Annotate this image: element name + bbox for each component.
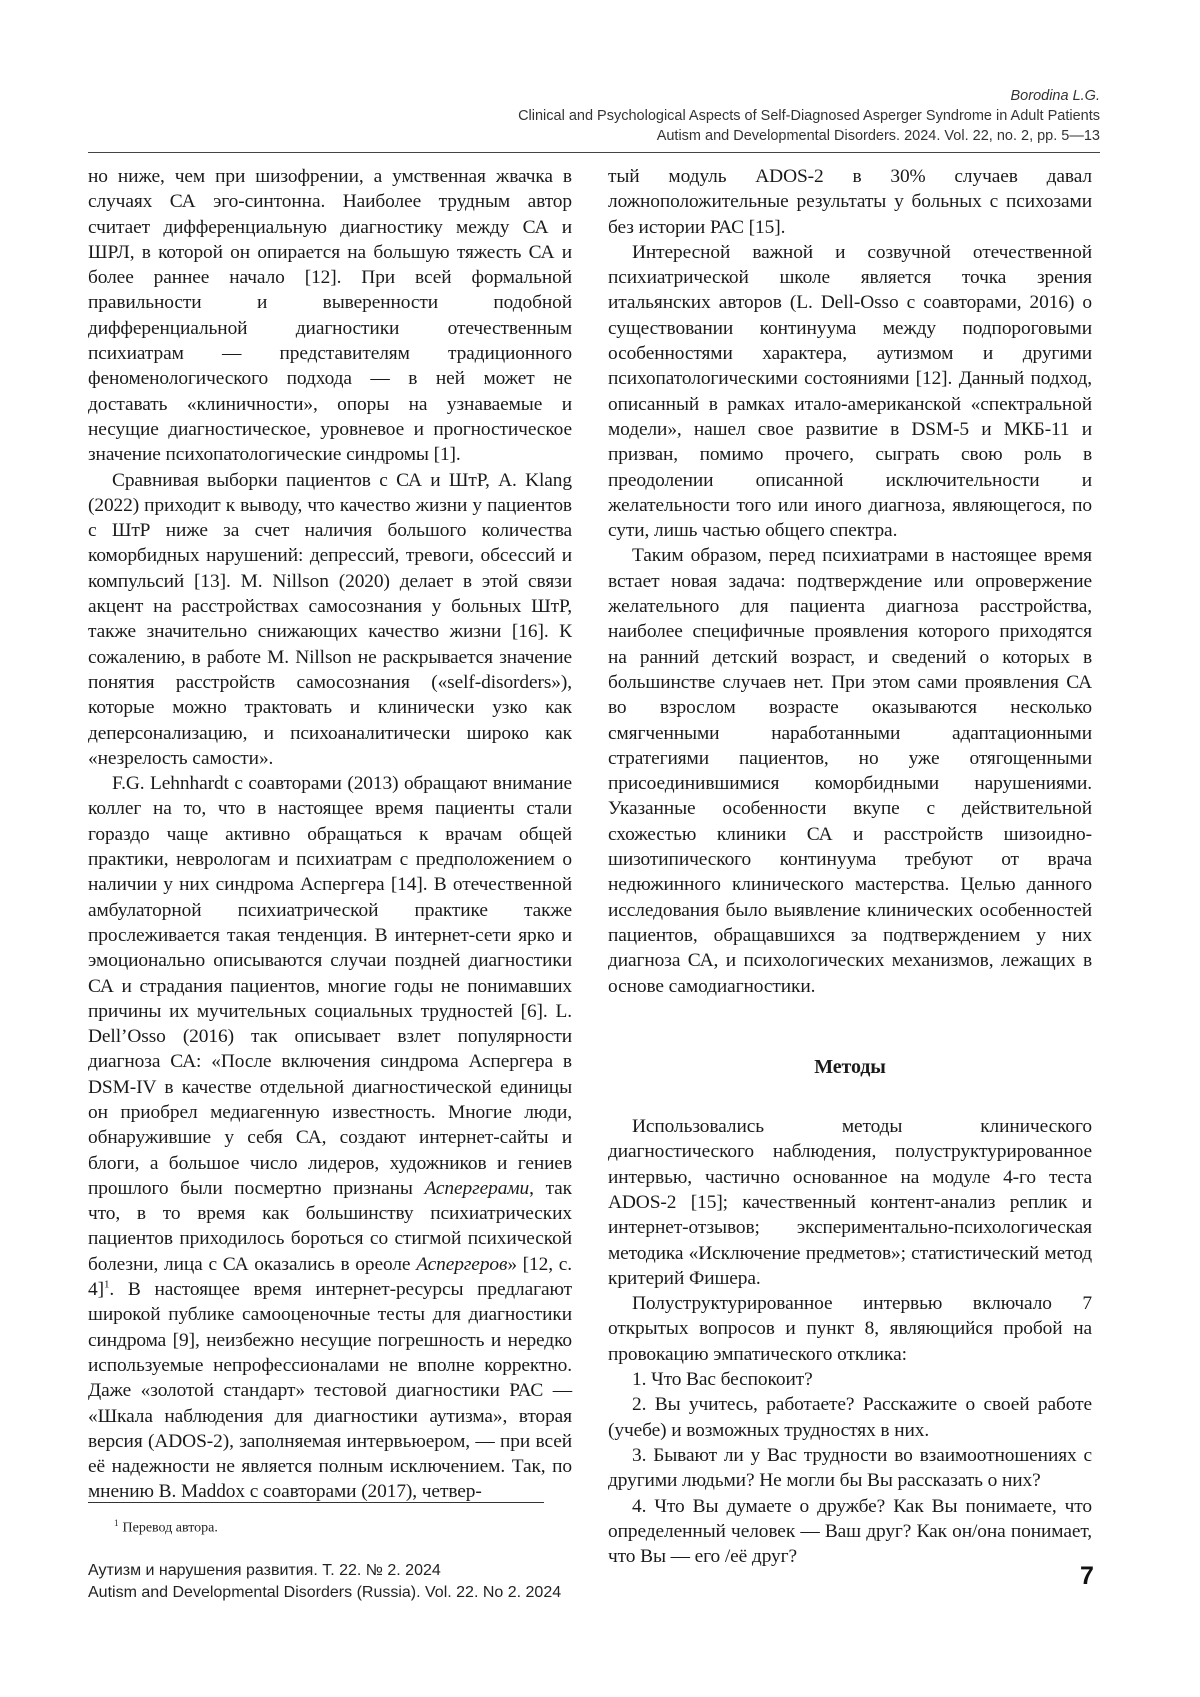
italic-term: Аспергеров bbox=[416, 1253, 508, 1275]
paragraph: Сравнивая выборки пациентов с СА и ШтР, A. Klang (2022) приходит к выводу, что качество жизни у пациентов с ШтР ниже за счет наличия большого количества коморбидных нарушений: депрессий, тревоги, обсессий и компульсий [13]. M. Nillson (2020) делает в этой связи акцент на расстройствах самосознания у больных ШтР, также значительно снижающих качество жизни [16]. К сожалению, в работе M. Nillson не раскрывается значение понятия расстройств самосознания («self-disorders»), которые можно трактовать и клинически узко как деперсонализацию, и психоаналитически широко как «незрелость самости». bbox=[88, 469, 572, 769]
footnote-text: Перевод автора. bbox=[122, 1520, 218, 1536]
header-divider bbox=[88, 152, 1100, 153]
interview-question: 1. Что Вас беспокоит? bbox=[632, 1369, 813, 1391]
paragraph: но ниже, чем при шизофрении, а умственная жвачка в случаях СА эго-синтонна. Наиболее трудным автор считает дифференциальную диагностику между СА и ШРЛ, в которой он опирается на большую тяжесть СА и более раннее начало [12]. При всей формальной правильности и выверенности подобной дифференциальной диагностики отечественным психиатрам — представителям традиционного феноменологического подхода — в ней может не доставать «клиничности», опоры на узнаваемые и несущие диагностическое, уровневое и прогностическое значение психопатологические синдромы [1]. bbox=[88, 166, 572, 466]
header-article-title: Clinical and Psychological Aspects of Self-Diagnosed Asperger Syndrome in Adult Patients bbox=[518, 108, 1100, 124]
footer-journal-en: Autism and Developmental Disorders (Russia). Vol. 22. No 2. 2024 bbox=[88, 1584, 562, 1601]
text-run: . В настоящее время интернет-ресурсы предлагают широкой публике самооценочные тесты для диагностики синдрома [9], неизбежно несущие погрешность и нередко используемые непрофессионалами не вполне корректно. Даже «золотой стандарт» тестовой диагностики РАС — «Шкала наблюдения для диагностики аутизма», вторая версия (ADOS-2), заполняемая интервьюером, — при всей её надежности не является полным исключением. Так, по мнению B. Maddox с соавторами (2017), четвер- bbox=[88, 1279, 572, 1503]
section-heading: Методы bbox=[814, 1055, 886, 1078]
footnote-reference: 1 bbox=[103, 1278, 110, 1291]
paragraph bbox=[88, 771, 572, 1505]
text-run: , так что, в то время как большинству психиатрических пациентов приходилось бороться со стигмой психической болезни, лица с СА оказались в ореоле bbox=[88, 1177, 573, 1275]
header-citation: Autism and Developmental Disorders. 2024. Vol. 22, no. 2, pp. 5—13 bbox=[656, 128, 1100, 144]
interview-question: 3. Бывают ли у Вас трудности во взаимоотношениях с другими людьми? Не могли бы Вы рассказать о них? bbox=[608, 1444, 1092, 1492]
italic-term: Аспергерами bbox=[424, 1177, 530, 1199]
paragraph: Полуструктурированное интервью включало 7 открытых вопросов и пункт 8, являющийся пробой на провокацию эмпатического отклика: bbox=[608, 1293, 1092, 1365]
footnote-divider bbox=[88, 1502, 544, 1503]
paragraph: Интересной важной и созвучной отечественной психиатрической школе является точка зрения итальянских авторов (L. Dell-Osso с соавторами, 2016) о существовании континуума между подпороговыми особенностями характера, аутизмом и другими психопатологическими состояниями [12]. Данный подход, описанный в рамках итало-американской «спектральной модели», нашел свое развитие в DSM-5 и МКБ-11 и призван, помимо прочего, сыграть свою роль в преодолении описанной исключительности и желательности того или иного диагноза, являющегося, по сути, лишь частью общего спектра. bbox=[608, 241, 1092, 542]
interview-question: 4. Что Вы думаете о дружбе? Как Вы понимаете, что определенный человек — Ваш друг? Как он/она понимает, что Вы — его /её друг? bbox=[608, 1495, 1092, 1568]
interview-question: 2. Вы учитесь, работаете? Расскажите о своей работе (учебе) и возможных трудностях в них. bbox=[608, 1394, 1092, 1441]
footnote bbox=[114, 1514, 218, 1538]
header-author: Borodina L.G. bbox=[1010, 88, 1100, 104]
footnote-mark: 1 bbox=[114, 1518, 119, 1528]
footer-journal-ru: Аутизм и нарушения развития. Т. 22. № 2. 2024 bbox=[88, 1562, 441, 1579]
page-number: 7 bbox=[1080, 1562, 1094, 1590]
running-header bbox=[88, 86, 1100, 146]
text-run: F.G. Lehnhardt с соавторами (2013) обращают внимание коллег на то, что в настоящее время пациенты стали гораздо чаще активно обращаться к врачам общей практики, неврологам и психиатрам с предположением о наличии у них синдрома Аспергера [14]. В отечественной амбулаторной психиатрической практике также прослеживается такая тенденция. В интернет-сети ярко и эмоционально описываются случаи поздней диагностики СА и страдания пациентов, многие годы не понимавших причины их мучительных социальных трудностей [6]. L. Dell’Osso (2016) так описывает взлет популярности диагноза СА: «После включения синдрома Аспергера в DSM-IV в качестве отдельной диагностической единицы он приобрел медиагенную известность. Многие люди, обнаружившие у себя СА, создают интернет-сайты и блоги, а большое число лидеров, художников и гениев прошлого были посмертно признаны bbox=[88, 773, 572, 1199]
text-run: » [12, с. 4] bbox=[88, 1253, 572, 1301]
paragraph: Использовались методы клинического диагностического наблюдения, полуструктурированное интервью, частично основанное на модуле 4-го теста ADOS-2 [15]; качественный контент-анализ реплик и интернет-отзывов; экспериментально-психологическая методика «Исключение предметов»; статистический метод критерий Фишера. bbox=[608, 1116, 1092, 1289]
left-column bbox=[88, 164, 572, 1505]
right-column bbox=[608, 164, 1092, 1569]
journal-footer bbox=[88, 1560, 561, 1604]
paragraph: Таким образом, перед психиатрами в настоящее время встает новая задача: подтверждение или опровержение желательного для пациента диагноза расстройства, наиболее специфичные проявления которого приходятся на ранний детский возраст, и сведений о которых в большинстве случаев нет. При этом сами проявления СА во взрослом возрасте оказываются несколько смягченными наработанными адаптационными стратегиями пациентов, но уже отягощенными присоединившимися коморбидными нарушениями. Указанные особенности вкупе с действительной схожестью клиники СА и расстройств шизоидно-шизотипического континуума требуют от врача недюжинного клинического мастерства. Целью данного исследования было выявление клинических особенностей пациентов, обращавшихся за подтверждением у них диагноза СА, и психологических механизмов, лежащих в основе самодиагностики. bbox=[608, 545, 1092, 997]
paragraph: тый модуль ADOS-2 в 30% случаев давал ложноположительные результаты у больных с психозами без истории РАС [15]. bbox=[608, 166, 1092, 238]
